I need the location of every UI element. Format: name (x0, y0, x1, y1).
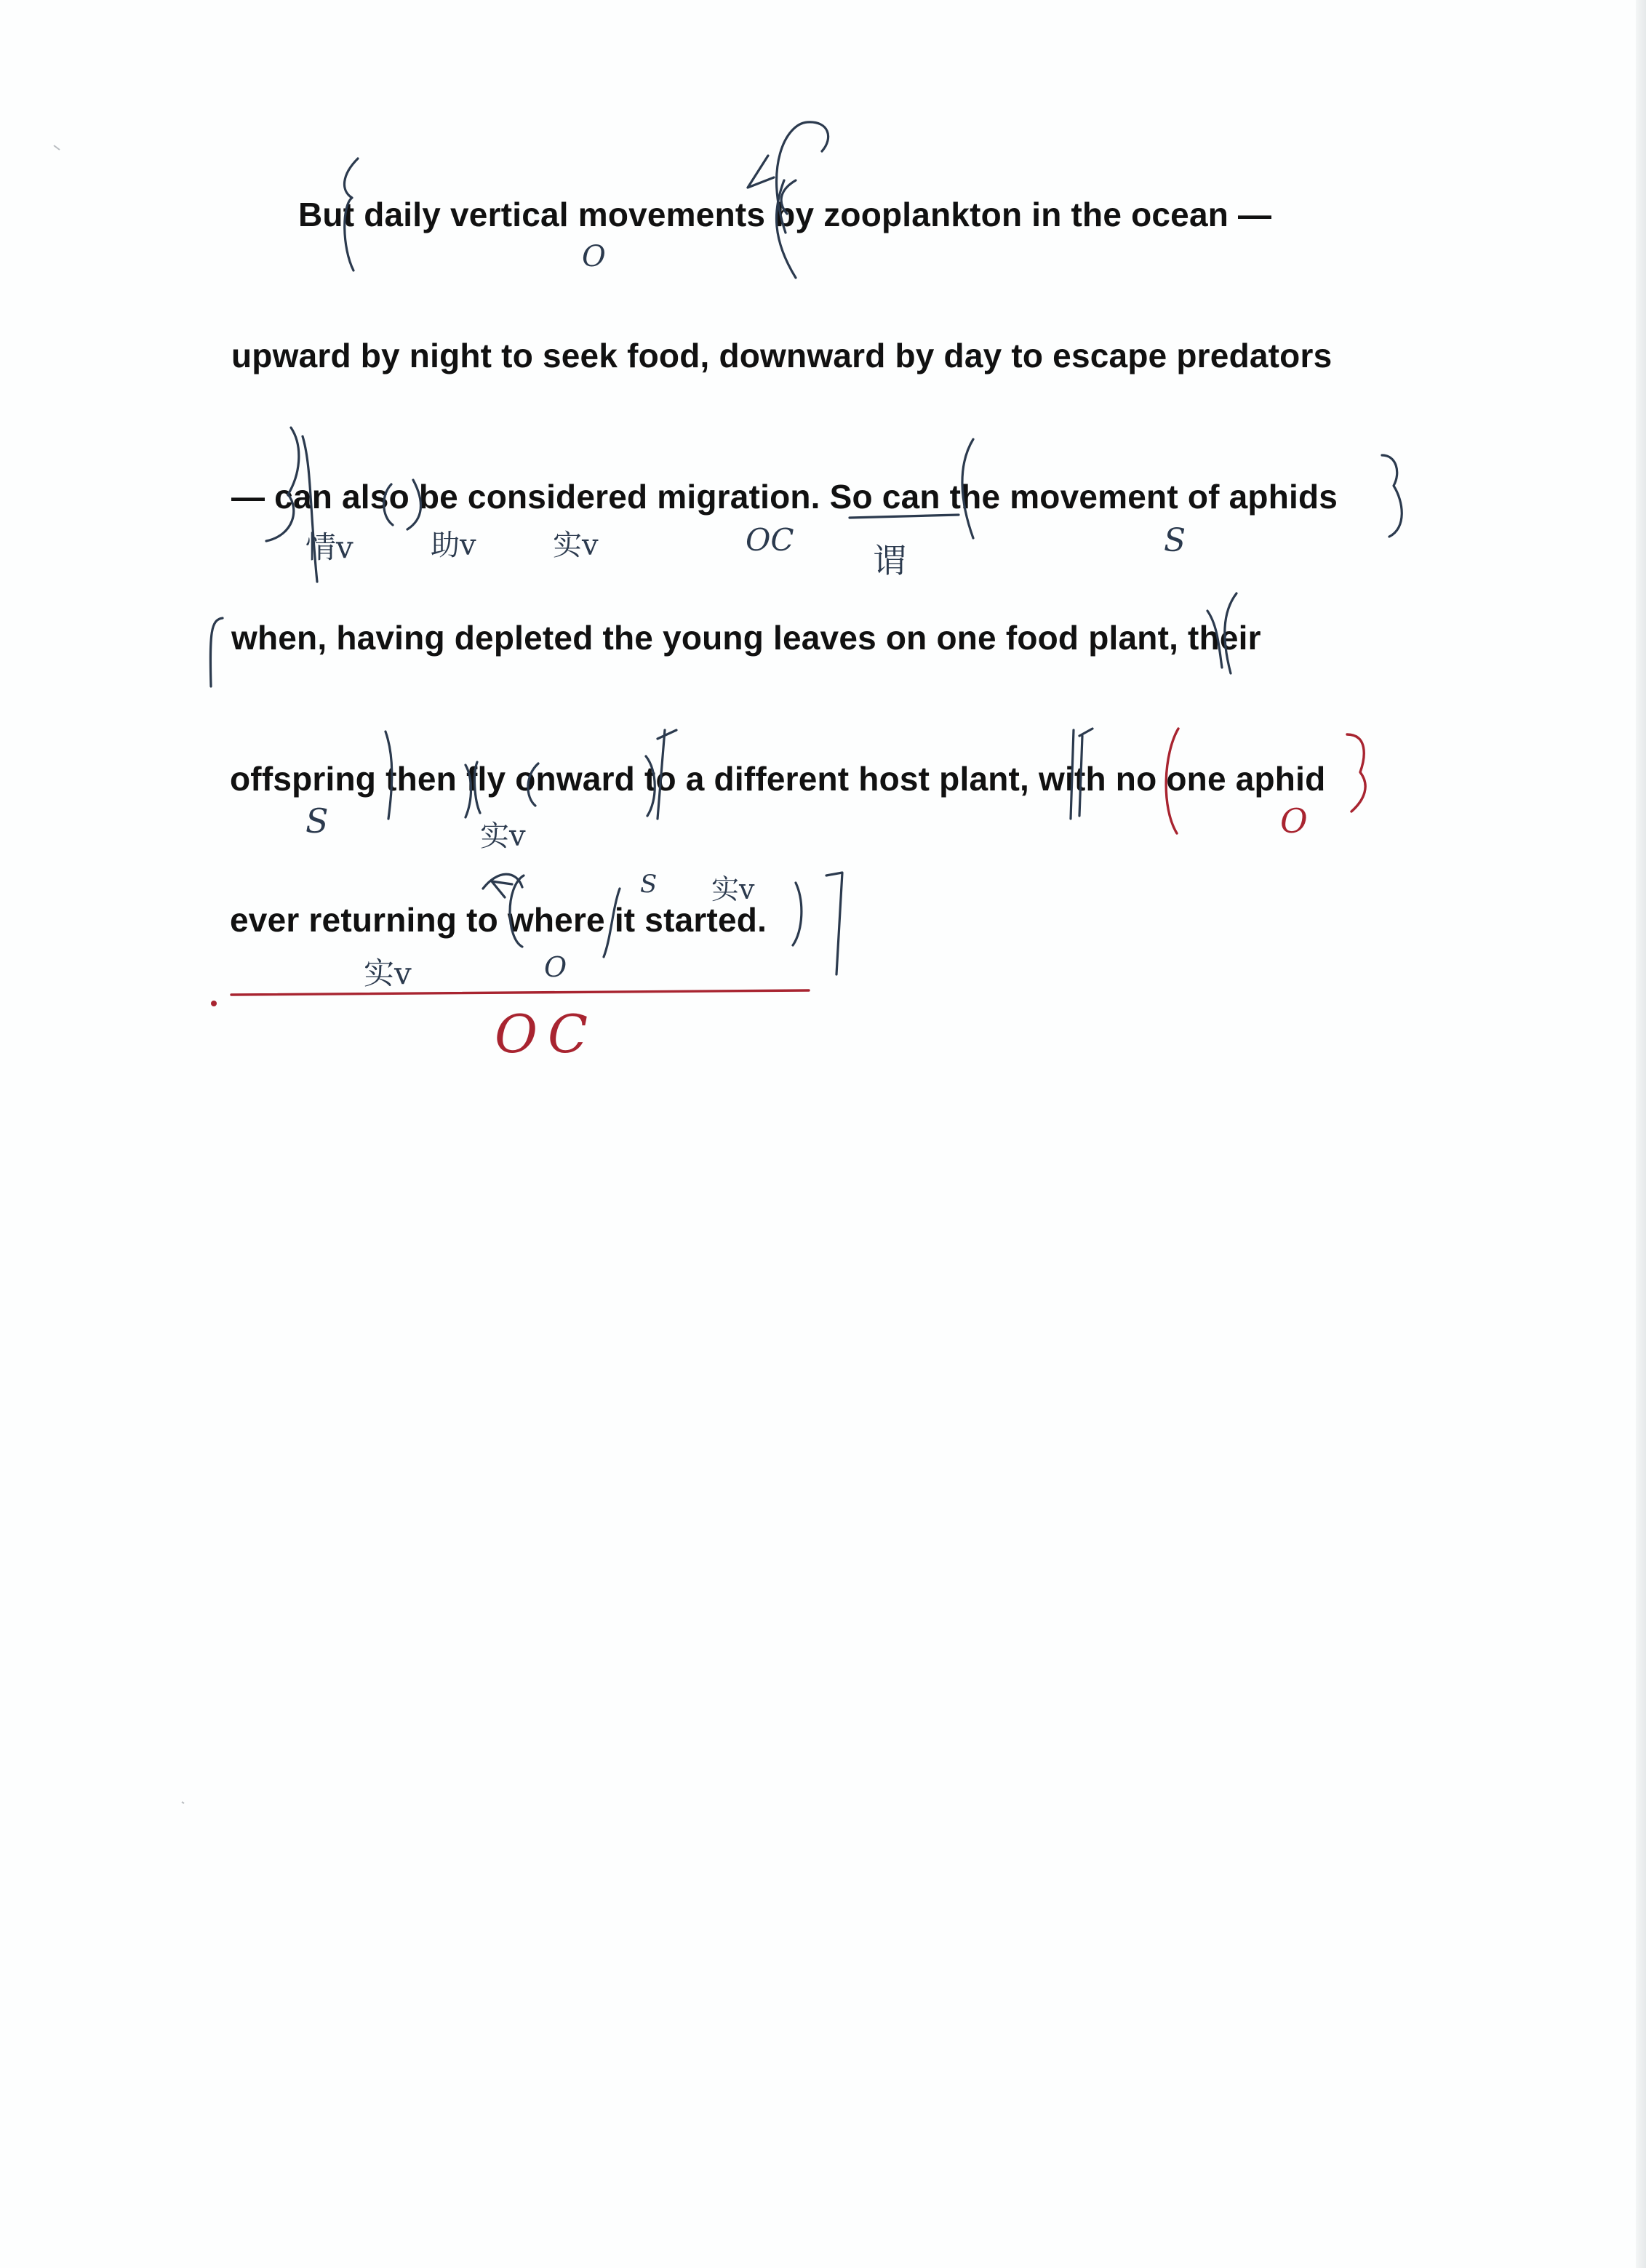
bracket-mark (1382, 455, 1402, 537)
annotation-object-line5: O (1280, 801, 1308, 841)
text-line-1: But daily vertical movements by zooplankton in the ocean — (298, 196, 1272, 233)
text-line-3: — can also be considered migration. So can the movement of aphids (231, 478, 1338, 516)
paper-speck (182, 1802, 184, 1803)
text-line-5: offspring then fly onward to a different host plant, with no one aphid (230, 760, 1326, 798)
arrow-mark (748, 156, 774, 188)
red-bracket-mark (1347, 734, 1365, 812)
annotation-wei: 谓 (873, 541, 906, 580)
annotation-oc-bottom: OC (495, 1003, 599, 1065)
red-underline-mark (231, 990, 809, 995)
bracket-mark (793, 883, 802, 945)
annotation-qing-verb: 情v (305, 529, 353, 565)
bracket-mark (1079, 729, 1092, 736)
annotation-shi-verb-line6-top: 实v (711, 873, 755, 905)
text-line-2: upward by night to seek food, downward by day to escape predators (231, 337, 1333, 374)
annotation-object-line1: O (582, 240, 606, 273)
bracket-mark (658, 730, 676, 739)
annotation-subject-line3: S (1164, 522, 1186, 559)
annotation-zhu-verb: 助v (431, 529, 476, 562)
annotation-subject-line6: S (640, 870, 658, 899)
annotation-shi-verb-line6: 实v (364, 955, 412, 991)
text-line-6: ever returning to where it started. (230, 901, 767, 939)
red-dot-mark (211, 1001, 217, 1006)
bracket-mark (826, 873, 842, 974)
text-line-4: when, having depleted the young leaves on one food plant, their (231, 619, 1261, 657)
page-edge-shadow (1636, 0, 1646, 2268)
annotation-object-line6: O (544, 951, 567, 983)
annotation-shi-verb-line5: 实v (480, 820, 526, 853)
annotation-oc-line3: OC (746, 522, 794, 558)
bracket-mark (492, 881, 512, 897)
paper-speck (54, 145, 60, 150)
bracket-mark (210, 618, 223, 686)
bracket-mark (483, 874, 522, 889)
annotation-shi-verb-line3: 实v (553, 529, 599, 562)
annotation-subject-line5: S (305, 801, 329, 841)
